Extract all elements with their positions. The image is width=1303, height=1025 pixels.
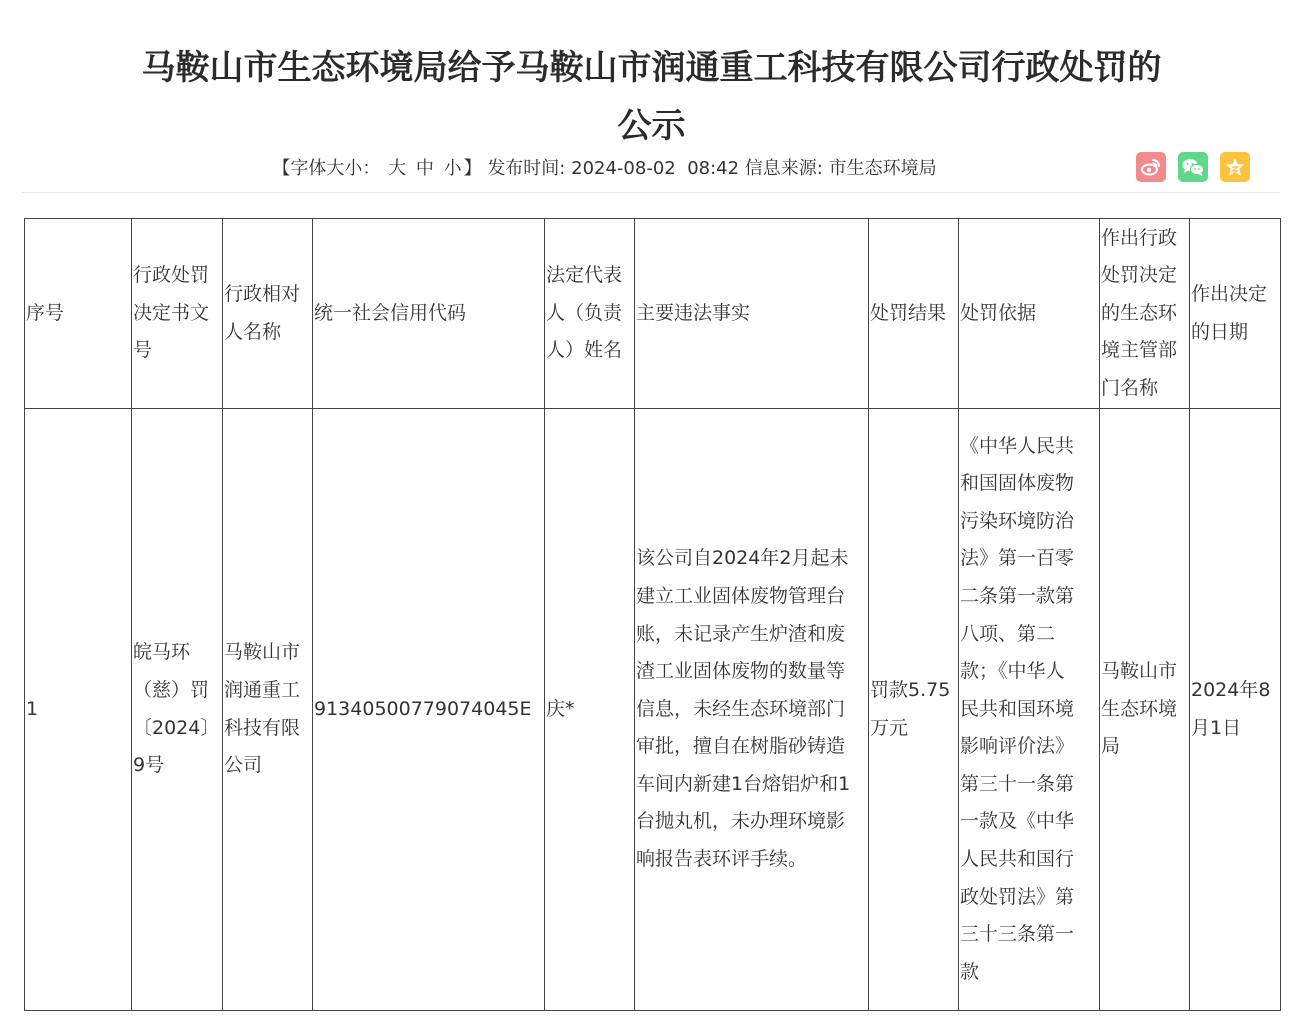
header-result: 处罚结果 (869, 219, 959, 409)
share-buttons (1136, 152, 1250, 182)
cell-legal-rep: 庆* (545, 409, 635, 1011)
share-weibo-button[interactable] (1136, 152, 1166, 182)
wechat-icon (1181, 156, 1205, 178)
cell-index: 1 (25, 409, 132, 1011)
article-meta-bar (22, 150, 1280, 193)
publish-time-label: 发布时间: (487, 158, 566, 179)
table-row (25, 409, 1281, 1011)
font-size-medium-button[interactable]: 中 (415, 158, 434, 179)
cell-decision-no: 皖马环（慈）罚〔2024〕9号 (132, 409, 223, 1011)
weibo-icon (1140, 156, 1162, 178)
header-date: 作出决定的日期 (1190, 219, 1281, 409)
header-party-name: 行政相对人名称 (223, 219, 313, 409)
penalty-table (24, 218, 1281, 1011)
article-meta (22, 156, 1187, 182)
cell-violation: 该公司自2024年2月起未建立工业固体废物管理台账，未记录产生炉渣和废渣工业固体废物的数量等信息，未经生态环境部门审批，擅自在树脂砂铸造车间内新建1台熔铝炉和1台抛丸机，未办理环境影响报告表环评手续。 (635, 409, 869, 1011)
page-title: 马鞍山市生态环境局给予马鞍山市润通重工科技有限公司行政处罚的公示 (141, 47, 1162, 146)
qzone-icon (1224, 156, 1246, 178)
header-authority: 作出行政处罚决定的生态环境主管部门名称 (1100, 219, 1190, 409)
font-size-small-button[interactable]: 小 (443, 158, 462, 179)
header-legal-rep: 法定代表人（负责人）姓名 (545, 219, 635, 409)
cell-authority: 马鞍山市生态环境局 (1100, 409, 1190, 1011)
table-header-row (25, 219, 1281, 409)
publish-time: 08:42 (687, 158, 740, 179)
font-size-label: 【字体大小： (272, 158, 381, 179)
cell-credit-code: 91340500779074045E (313, 409, 545, 1011)
header-credit-code: 统一社会信用代码 (313, 219, 545, 409)
header-violation: 主要违法事实 (635, 219, 869, 409)
cell-party-name: 马鞍山市润通重工科技有限公司 (223, 409, 313, 1011)
font-size-close-bracket: 】 (463, 158, 482, 179)
source-label: 信息来源: (744, 158, 823, 179)
cell-basis: 《中华人民共和国固体废物污染环境防治法》第一百零二条第一款第八项、第二款；《中华人民共和国环境影响评价法》第三十一条第一款及《中华人民共和国行政处罚法》第三十三条第一款 (959, 409, 1100, 1011)
header-basis: 处罚依据 (959, 219, 1100, 409)
share-qzone-button[interactable] (1220, 152, 1250, 182)
publish-date: 2024-08-02 (571, 158, 676, 179)
cell-result: 罚款5.75万元 (869, 409, 959, 1011)
source-value: 市生态环境局 (828, 158, 937, 179)
header-index: 序号 (25, 219, 132, 409)
font-size-large-button[interactable]: 大 (388, 158, 407, 179)
cell-date: 2024年8月1日 (1190, 409, 1281, 1011)
share-wechat-button[interactable] (1178, 152, 1208, 182)
header-decision-no: 行政处罚决定书文号 (132, 219, 223, 409)
